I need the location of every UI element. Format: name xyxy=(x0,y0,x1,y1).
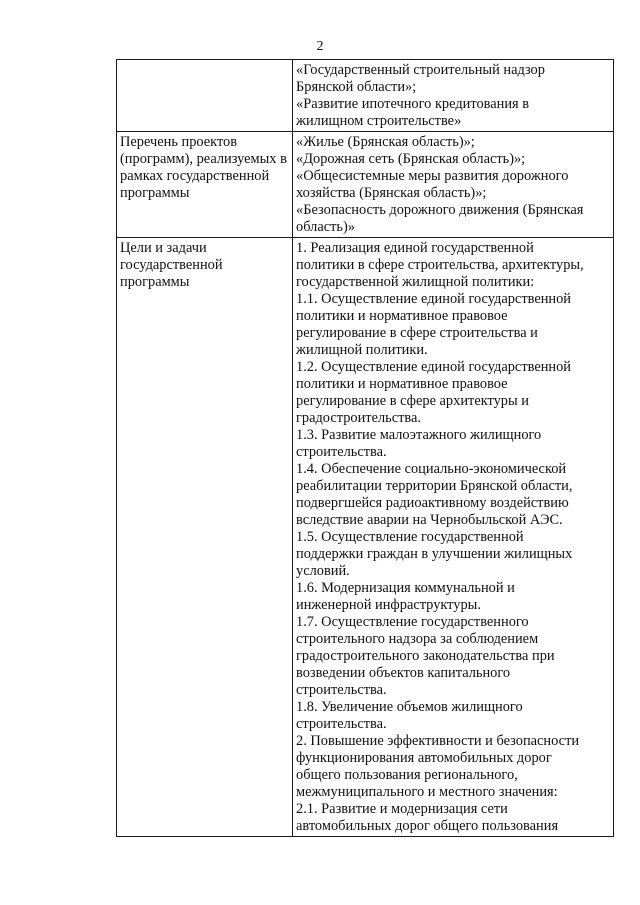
row-content-line: 2. Повышение эффективности и безопасности xyxy=(296,733,580,749)
table-row xyxy=(117,238,614,837)
row-label-line: программы xyxy=(120,185,190,201)
row-content-line: 1.4. Обеспечение социально-экономической xyxy=(296,461,567,477)
row-content-line: градостроительства. xyxy=(296,410,421,426)
row-content-line: 1.8. Увеличение объемов жилищного xyxy=(296,699,523,715)
row-content-line: поддержки граждан в улучшении жилищных xyxy=(296,546,573,562)
row-content-line: строительного надзора за соблюдением xyxy=(296,631,539,647)
row-content-line: градостроительного законодательства при xyxy=(296,648,555,664)
row-content-line: регулирование в сфере архитектуры и xyxy=(296,393,529,409)
row-content-line: область)» xyxy=(296,219,355,235)
program-passport-table xyxy=(116,59,614,837)
row-content-line: 1. Реализация единой государственной xyxy=(296,240,534,256)
row-label-cell xyxy=(117,132,293,238)
table-row xyxy=(117,132,614,238)
row-content-cell xyxy=(293,60,614,132)
row-label-line: Цели и задачи xyxy=(120,240,207,256)
row-content-line: 1.5. Осуществление государственной xyxy=(296,529,524,545)
row-label-line: государственной xyxy=(120,257,223,273)
row-content-line: общего пользования регионального, xyxy=(296,767,518,783)
row-content-line: Брянской области»; xyxy=(296,79,417,95)
row-label-line: рамках государственной xyxy=(120,168,270,184)
row-content-line: «Дорожная сеть (Брянская область)»; xyxy=(296,151,526,167)
row-content-line: возведении объектов капитального xyxy=(296,665,511,681)
row-content-line: «Безопасность дорожного движения (Брянская xyxy=(296,202,584,218)
row-content-line: политики в сфере строительства, архитектуры, xyxy=(296,257,584,273)
row-content-line: инженерной инфраструктуры. xyxy=(296,597,481,613)
row-content-line: функционирования автомобильных дорог xyxy=(296,750,552,766)
row-content-line: регулирование в сфере строительства и xyxy=(296,325,538,341)
row-label-line: программы xyxy=(120,274,190,290)
row-content-line: 1.6. Модернизация коммунальной и xyxy=(296,580,515,596)
row-content-line: хозяйства (Брянская область)»; xyxy=(296,185,487,201)
row-content-line: 1.7. Осуществление государственного xyxy=(296,614,529,630)
row-content-line: «Государственный строительный надзор xyxy=(296,62,545,78)
row-content-line: государственной жилищной политики: xyxy=(296,274,535,290)
row-content-line: подвергшейся радиоактивному воздействию xyxy=(296,495,569,511)
row-content-line: 2.1. Развитие и модернизация сети xyxy=(296,801,508,817)
row-content-line: строительства. xyxy=(296,716,387,732)
row-label-line: (программ), реализуемых в xyxy=(120,151,287,167)
row-content-line: 1.3. Развитие малоэтажного жилищного xyxy=(296,427,542,443)
row-content-line: 1.2. Осуществление единой государственной xyxy=(296,359,572,375)
row-content-line: «Жилье (Брянская область)»; xyxy=(296,134,475,150)
table-body xyxy=(117,60,614,837)
page-number: 2 xyxy=(316,39,324,54)
row-content-line: политики и нормативное правовое xyxy=(296,376,508,392)
row-content-line: 1.1. Осуществление единой государственной xyxy=(296,291,572,307)
row-content-line: «Общесистемные меры развития дорожного xyxy=(296,168,569,184)
table-row xyxy=(117,60,614,132)
row-content-line: реабилитации территории Брянской области, xyxy=(296,478,573,494)
row-content-line: автомобильных дорог общего пользования xyxy=(296,818,559,834)
row-content-line: строительства. xyxy=(296,682,387,698)
row-content-cell xyxy=(293,238,614,837)
row-content-line: жилищном строительстве» xyxy=(296,113,462,129)
row-content-line: строительства. xyxy=(296,444,387,460)
row-label-cell xyxy=(117,238,293,837)
row-label-line: Перечень проектов xyxy=(120,134,238,150)
row-content-line: политики и нормативное правовое xyxy=(296,308,508,324)
row-content-line: межмуниципального и местного значения: xyxy=(296,784,558,800)
row-content-line: «Развитие ипотечного кредитования в xyxy=(296,96,530,112)
row-content-cell xyxy=(293,132,614,238)
row-content-line: вследствие аварии на Чернобыльской АЭС. xyxy=(296,512,563,528)
row-content-line: условий. xyxy=(296,563,350,579)
row-content-line: жилищной политики. xyxy=(296,342,428,358)
row-label-cell xyxy=(117,60,293,132)
